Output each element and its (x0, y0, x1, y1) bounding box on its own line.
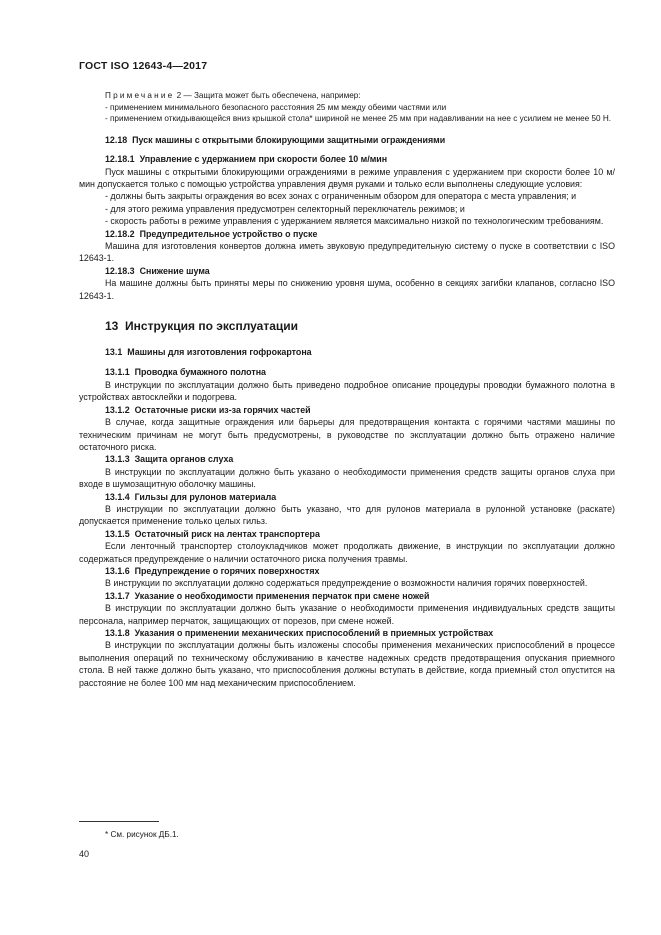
paragraph: В инструкции по эксплуатации должно быть указано, что для рулонов материала в рулонной установке (раскате) допускается применение только целых гильз. (79, 503, 615, 527)
list-item: - для этого режима управления предусмотрен селекторный переключатель режимов; и (105, 203, 465, 214)
section-heading-12-18-1: 12.18.1 Управление с удержанием при скорости более 10 м/мин (105, 154, 388, 165)
note-item: - применением откидывающейся вниз крышкой стола* шириной не менее 25 мм при надавливании на нее с усилием не менее 50 Н. (105, 114, 612, 124)
footnote-divider (79, 821, 159, 822)
document-header: ГОСТ ISO 12643-4—2017 (79, 60, 208, 72)
paragraph: Пуск машины с открытыми блокирующими ограждениями в режиме управления с удержанием при скорости более 10 м/мин допускается только с помощью устройства управления двумя руками и только если выполнены следующие условия: (79, 166, 615, 189)
section-heading-12-18-2: 12.18.2 Предупредительное устройство о пуске (105, 228, 318, 239)
page-content (79, 90, 615, 689)
paragraph: В инструкции по эксплуатации должно быть приведено подробное описание процедуры проводки бумажного полотна в устройствах автосклейки и подогрева. (79, 379, 615, 403)
subsections (79, 366, 615, 689)
note-text: 2 — Защита может быть обеспечена, например: (174, 91, 361, 100)
section-heading-13-1-8: 13.1.8 Указания о применении механических приспособлений в приемных устройствах (105, 628, 494, 638)
paragraph: В случае, когда защитные ограждения или барьеры для предотвращения контакта с горячими частями машины по техническим причинам не могут быть предусмотрены, в руководстве по эксплуатации должно быть отражено наличие остаточного риска. (79, 417, 615, 452)
section-heading-13-1-4: 13.1.4 Гильзы для рулонов материала (105, 491, 277, 502)
list-item: - должны быть закрыты ограждения во всех зонах с ограниченным обзором для оператора с места управления; и (105, 191, 577, 202)
section-heading-13-1-3: 13.1.3 Защита органов слуха (105, 454, 234, 465)
paragraph: В инструкции по эксплуатации должно быть указание о необходимости применения индивидуальных средств защиты персонала, например перчаток, защищающих от порезов, при смене ножей. (79, 603, 615, 626)
section-heading-13-1: 13.1 Машины для изготовления гофрокартона (105, 347, 312, 358)
footnote: * См. рисунок ДБ.1. (105, 830, 179, 839)
section-heading-13-1-7: 13.1.7 Указание о необходимости применения перчаток при смене ножей (105, 590, 430, 601)
paragraph: В инструкции по эксплуатации должны быть изложены способы применения механических приспособлений в процессе выполнения операций по техническому обслуживанию в качестве надежных средств предотвращения опускания приемного стола. В ней также должно быть указано, что приспособления должны вступать в действие, когда приемный стол опустится на расстояние не более 100 мм над механическим приспособлением. (79, 640, 615, 688)
paragraph: В инструкции по эксплуатации должно быть указано о необходимости применения средств защиты органов слуха при входе в шумозащитную оболочку машины. (79, 466, 615, 490)
section-heading-12-18: 12.18 Пуск машины с открытыми блокирующими защитными ограждениями (105, 134, 446, 145)
section-heading-12-18-3: 12.18.3 Снижение шума (105, 265, 210, 276)
note (79, 90, 615, 102)
paragraph: На машине должны быть приняты меры по снижению уровня шума, особенно в секциях загибки клапанов, согласно ISO 12643-1. (79, 278, 615, 301)
note-item: - применением минимального безопасного расстояния 25 мм между обеими частями или (105, 102, 447, 112)
section-heading-13-1-5: 13.1.5 Остаточный риск на лентах транспортера (105, 528, 320, 539)
paragraph: Если ленточный транспортер столоукладчиков может продолжать движение, в инструкции по эксплуатации должно содержаться предупреждение о наличии остаточного риска получения травмы. (79, 541, 615, 564)
paragraph: В инструкции по эксплуатации должно содержаться предупреждение о возможности наличия горячих поверхностей. (105, 578, 588, 589)
section-heading-13-1-1: 13.1.1 Проводка бумажного полотна (105, 367, 266, 378)
note-label: Примечание (105, 91, 175, 100)
section-heading-13-1-6: 13.1.6 Предупреждение о горячих поверхностях (105, 565, 320, 576)
list-item: - скорость работы в режиме управления с удержанием является максимально низкой по технологическим требованиям. (105, 216, 604, 227)
page-number: 40 (79, 849, 90, 859)
paragraph: Машина для изготовления конвертов должна иметь звуковую предупредительную систему о пуске в соответствии с ISO 12643-1. (79, 241, 615, 264)
section-heading-13-1-2: 13.1.2 Остаточные риски из-за горячих частей (105, 404, 311, 415)
section-heading-13: 13 Инструкция по эксплуатации (105, 319, 299, 334)
